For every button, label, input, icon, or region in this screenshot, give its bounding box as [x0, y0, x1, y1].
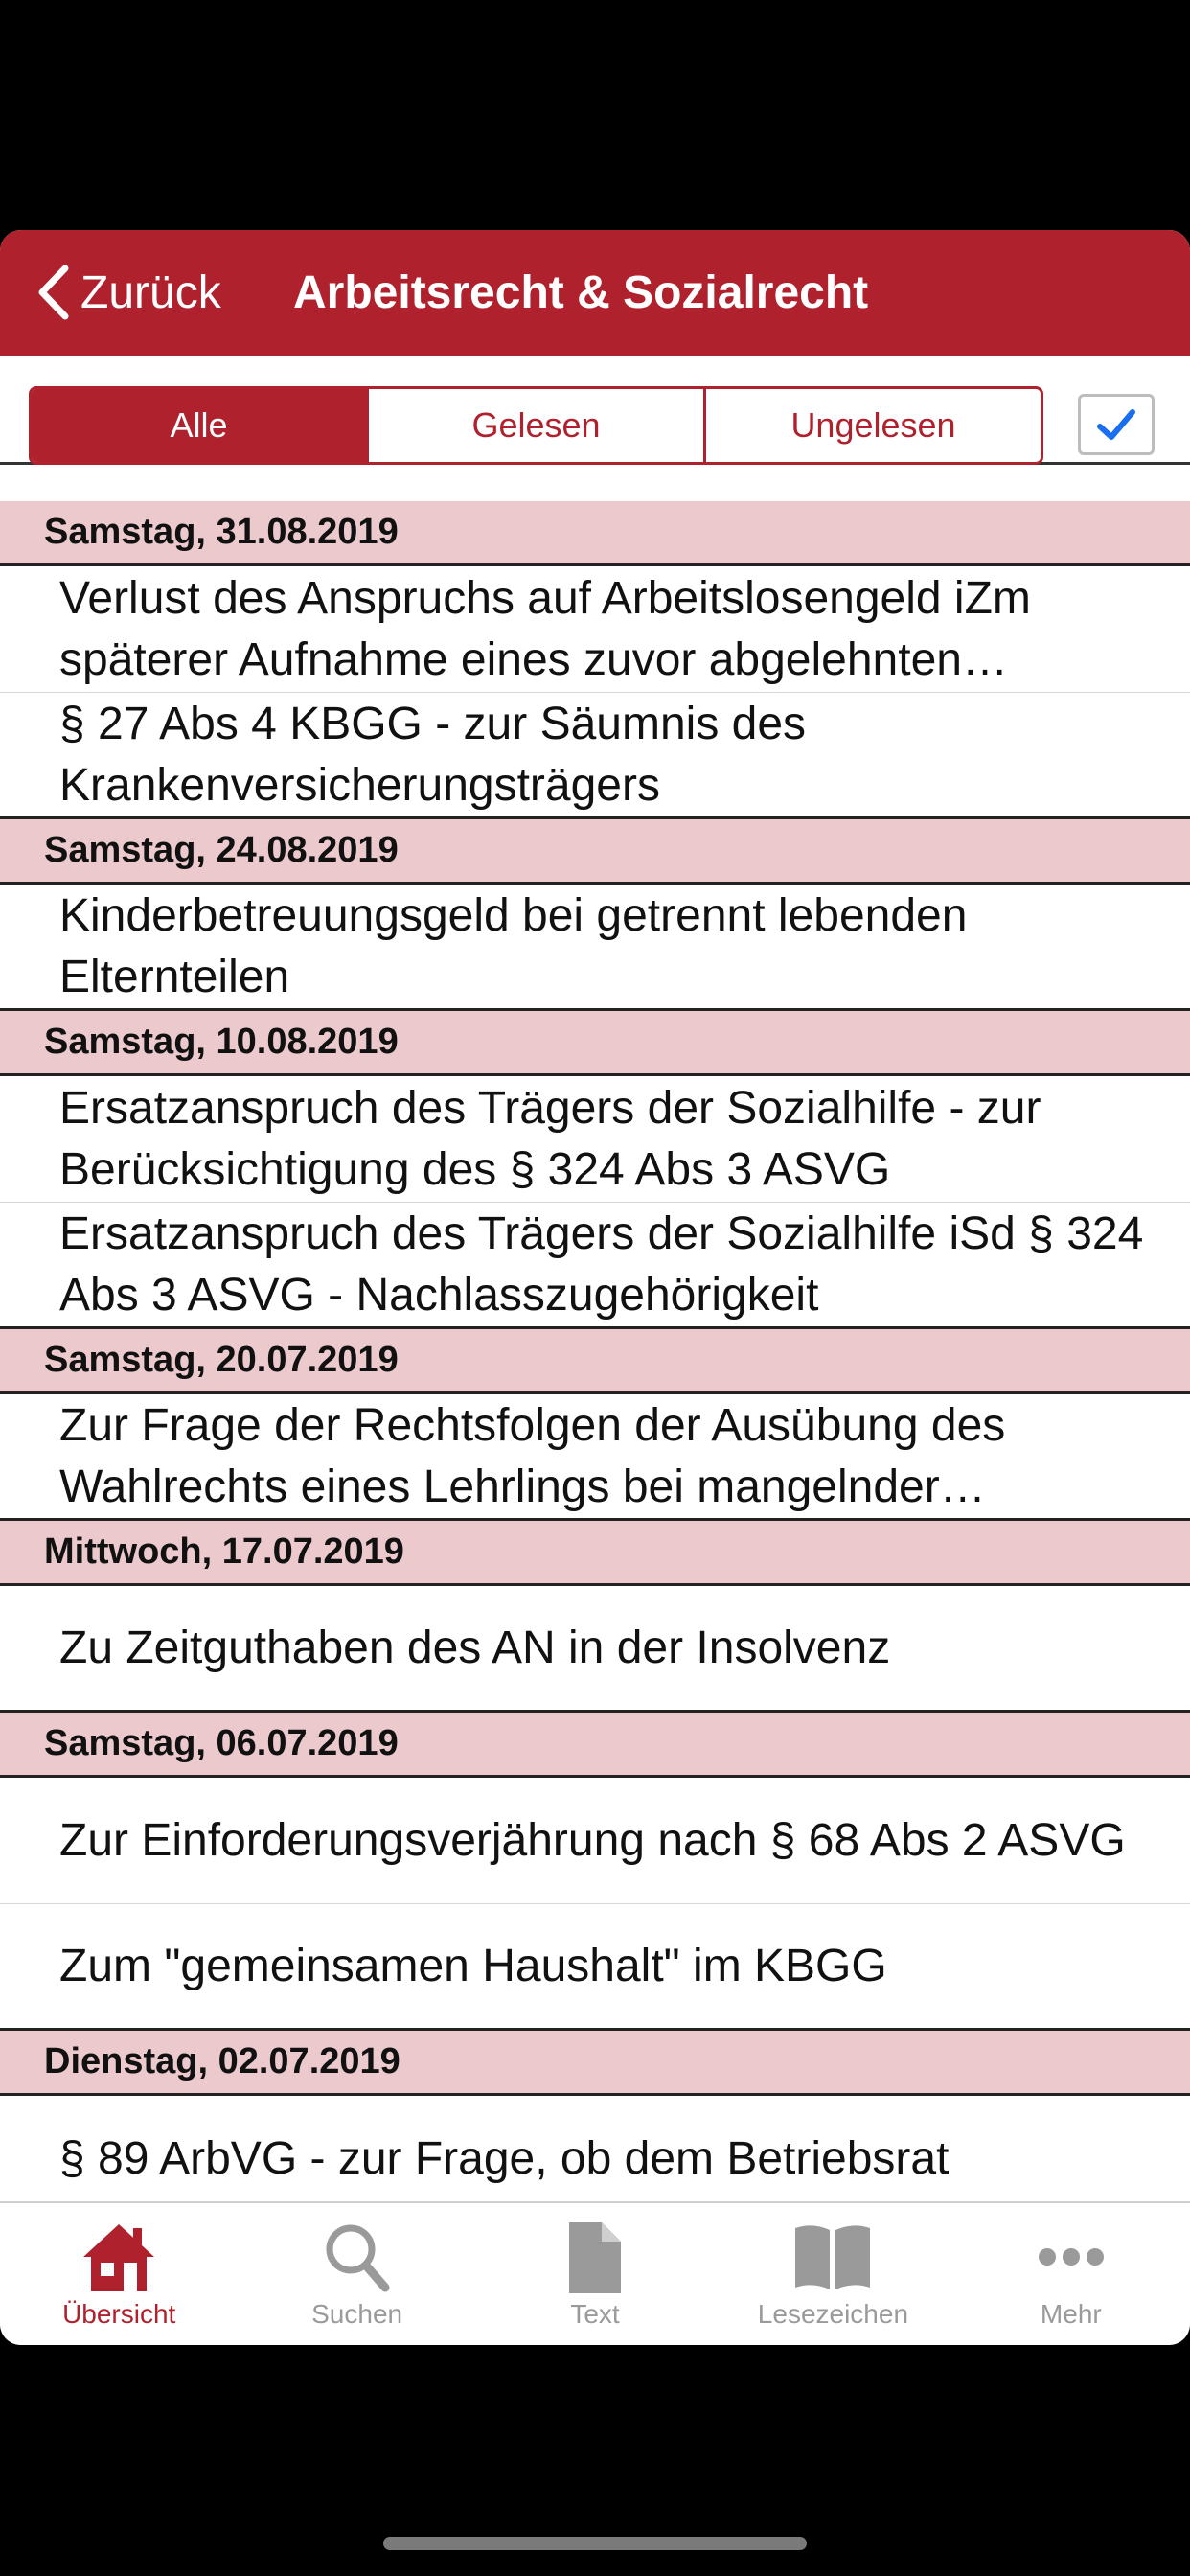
filter-bar	[0, 356, 1190, 465]
list-item-title: Zu Zeitguthaben des AN in der Insolvenz	[59, 1622, 891, 1673]
back-label: Zurück	[80, 266, 221, 318]
tab-bar	[0, 2201, 1190, 2345]
navigation-bar	[0, 230, 1190, 356]
tab-more[interactable]	[952, 2203, 1190, 2345]
tab-label: Mehr	[1040, 2299, 1102, 2329]
tab-search[interactable]	[238, 2203, 475, 2345]
segment-unread[interactable]: Ungelesen	[703, 389, 1041, 462]
list-item-title: Ersatzanspruch des Trägers der Sozialhilfe iSd § 324 Abs 3 ASVG - Nachlasszugehörigkeit	[59, 1208, 1144, 1321]
list-item-title: Verlust des Anspruchs auf Arbeitslosengeld iZm späterer Aufnahme eines zuvor abgelehnten	[59, 572, 1031, 685]
list-item-title: § 27 Abs 4 KBGG - zur Säumnis des Krankenversicherungsträgers	[59, 698, 807, 811]
list-item[interactable]	[0, 885, 1190, 1011]
list-item[interactable]	[0, 1203, 1190, 1329]
list-item-title: Zur Einforderungsverjährung nach § 68 Abs 2 ASVG	[59, 1814, 1126, 1866]
more-icon	[1030, 2219, 1112, 2295]
document-icon	[554, 2219, 636, 2295]
section-header-date: Samstag, 06.07.2019	[0, 1713, 1190, 1778]
list-item-title: Kinderbetreuungsgeld bei getrennt lebenden Elternteilen	[59, 889, 968, 1002]
section-header-date: Dienstag, 02.07.2019	[0, 2031, 1190, 2096]
section-header-date: Mittwoch, 17.07.2019	[0, 1521, 1190, 1586]
segment-all[interactable]: Alle	[32, 389, 366, 462]
list-item[interactable]	[0, 566, 1190, 693]
tab-label: Übersicht	[62, 2299, 176, 2329]
section-header-date: Samstag, 20.07.2019	[0, 1329, 1190, 1394]
chevron-left-icon	[34, 263, 73, 322]
home-indicator	[383, 2537, 807, 2550]
tab-label: Suchen	[311, 2299, 403, 2329]
read-filter-segmented-control	[29, 386, 1043, 465]
tab-label: Text	[570, 2299, 620, 2329]
section-header-date: Samstag, 10.08.2019	[0, 1011, 1190, 1076]
list-item-title: Zur Frage der Rechtsfolgen der Ausübung des Wahlrechts eines Lehrlings bei mangelnder	[59, 1399, 1006, 1512]
checkmark-icon	[1095, 406, 1137, 443]
back-button[interactable]	[34, 259, 221, 326]
select-checkbox[interactable]	[1078, 394, 1155, 455]
list-item[interactable]	[0, 693, 1190, 819]
app-screen	[0, 230, 1190, 2345]
tab-label: Lesezeichen	[757, 2299, 909, 2329]
house-icon	[78, 2219, 160, 2295]
book-icon	[791, 2219, 874, 2295]
article-list	[0, 501, 1190, 2222]
tab-bookmarks[interactable]	[714, 2203, 951, 2345]
section-header-date: Samstag, 31.08.2019	[0, 501, 1190, 566]
list-item[interactable]	[0, 1076, 1190, 1203]
segment-read[interactable]: Gelesen	[366, 389, 703, 462]
list-item[interactable]	[0, 1904, 1190, 2031]
list-item-title: Zum "gemeinsamen Haushalt" im KBGG	[59, 1940, 887, 1991]
page-title: Arbeitsrecht & Sozialrecht	[293, 266, 869, 318]
list-item[interactable]	[0, 1394, 1190, 1521]
tab-overview[interactable]	[0, 2203, 238, 2345]
section-header-date: Samstag, 24.08.2019	[0, 819, 1190, 885]
list-item-title: Ersatzanspruch des Trägers der Sozialhilfe - zur Berücksichtigung des § 324 Abs 3 ASVG	[59, 1082, 1041, 1195]
tab-text[interactable]	[476, 2203, 714, 2345]
list-item[interactable]	[0, 1778, 1190, 1904]
search-icon	[316, 2219, 399, 2295]
list-item-title: § 89 ArbVG - zur Frage, ob dem Betriebsrat	[59, 2132, 950, 2184]
list-item[interactable]	[0, 1586, 1190, 1713]
